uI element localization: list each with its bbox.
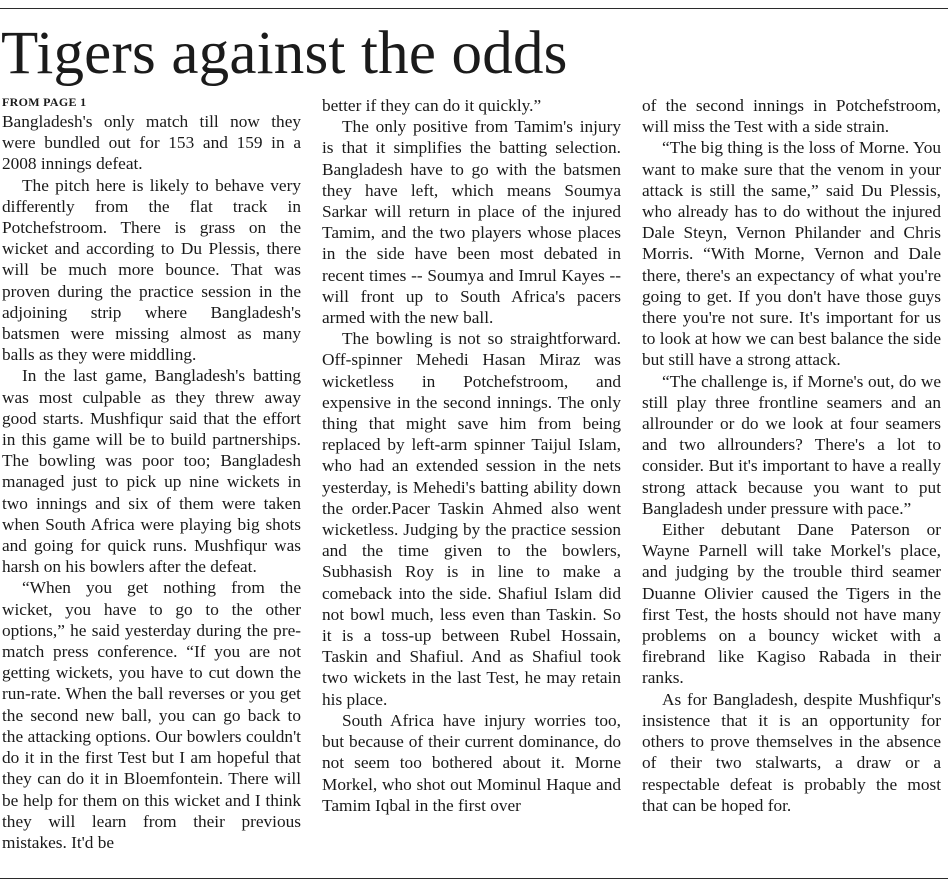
- paragraph: “The big thing is the loss of Morne. You want to make sure that the venom in your attack is still the same,” said Du Plessis, who already has to do without the injured Dale Steyn, Vernon Philander and Chris Morris. “With Morne, Vernon and Dale there, there's an expectancy of what you're going to get. If you don't have those guys there you're not sure. It's important for us to look at how we can best balance the side but still have a strong attack.: [642, 138, 941, 370]
- continuation-kicker: FROM PAGE 1: [2, 95, 87, 109]
- paragraph: “The challenge is, if Morne's out, do we still play three frontline seamers and an allrounder or do we look at four seamers and two allrounders? There's a lot to consider. But it's important to have a really strong attack because you want to put Bangladesh under pressure with pace.”: [642, 371, 941, 518]
- paragraph: The only positive from Tamim's injury is that it simplifies the batting selection. Bangladesh have to go with the batsmen they have left, which means Soumya Sarkar will return in place of the injured Tamim, and the two players whose places in the side have been most debated in recent times -- Soumya and Imrul Kayes -- will front up to South Africa's pacers armed with the new ball.: [322, 117, 621, 328]
- bottom-rule: [0, 878, 948, 879]
- paragraph: Bangladesh's only match till now they were bundled out for 153 and 159 in a 2008 innings defeat.: [2, 112, 301, 174]
- paragraph: better if they can do it quickly.”: [322, 96, 542, 115]
- paragraph: of the second innings in Potchefstroom, will miss the Test with a side strain.: [642, 96, 941, 137]
- paragraph: As for Bangladesh, despite Mushfiqur's insistence that it is an opportunity for others to prove themselves in the absence of their two stalwarts, a draw or a respectable defeat is probably the most that can be hoped for.: [642, 689, 941, 815]
- article-column-2: [322, 95, 621, 816]
- paragraph: South Africa have injury worries too, but because of their current dominance, do not seem too bothered about it. Morne Morkel, who shot out Mominul Haque and Tamim Iqbal in the first over: [322, 710, 621, 815]
- article-column-3: [642, 95, 941, 816]
- paragraph: Either debutant Dane Paterson or Wayne Parnell will take Morkel's place, and judging by the trouble third seamer Duanne Olivier caused the Tigers in the first Test, the hosts should not have many problems on a bouncy wicket with a firebrand like Kagiso Rabada in their ranks.: [642, 520, 941, 688]
- paragraph: “When you get nothing from the wicket, you have to go to the other options,” he said yesterday during the pre-match press conference. “If you are not getting wickets, you have to cut down the run-rate. When the ball reverses or you get the second new ball, you can go back to the attacking options. Our bowlers couldn't do it in the first Test but I am hopeful that they can do it in Bloemfontein. There will be help for them on this wicket and I think they will learn from their previous mistakes. It'd be: [2, 578, 301, 852]
- top-rule: [0, 8, 948, 9]
- paragraph: The bowling is not so straightforward. Off-spinner Mehedi Hasan Miraz was wicketless in Potchefstroom, and expensive in the second innings. The only thing that might save him from being replaced by left-arm spinner Taijul Islam, who had an extended session in the nets yesterday, is Mehedi's batting ability down the order.Pacer Taskin Ahmed also went wicketless. Judging by the practice session and the time given to the bowlers, Subhasish Roy is in line to make a comeback into the side. Shafiul Islam did not bowl much, less even than Taskin. So it is a toss-up between Rubel Hossain, Taskin and Shafiul. And as Shafiul took two wickets in the last Test, he may retain his place.: [322, 329, 621, 709]
- headline: Tigers against the odds: [1, 20, 568, 87]
- paragraph: In the last game, Bangladesh's batting was most culpable as they threw away good starts. Mushfiqur said that the effort in this game will be to build partnerships. The bowling was poor too; Bangladesh managed just to pick up nine wickets in two innings and six of them were taken when South Africa were playing big shots and going for quick runs. Mushfiqur was harsh on his bowlers after the defeat.: [2, 366, 301, 577]
- article-column-1: [2, 95, 301, 853]
- paragraph: The pitch here is likely to behave very differently from the flat track in Potchefstroom. There is grass on the wicket and according to Du Plessis, there will be much more bounce. That was proven during the practice session in the adjoining strip where Bangladesh's batsmen were missing almost as many balls as they were middling.: [2, 175, 301, 365]
